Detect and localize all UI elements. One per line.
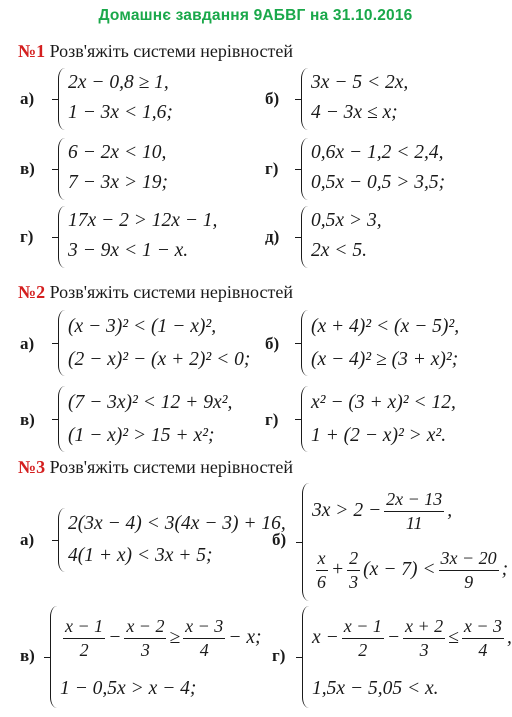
inequality: 3 − 9x < 1 − x. [68, 240, 189, 262]
inequality: 3x > 2 − $\frac{2x - 13}{11}$ , [312, 488, 453, 533]
section-number: №2 [18, 282, 46, 302]
fraction: $\frac{x + 2}{3}$ [405, 615, 444, 660]
task-label: в) [20, 159, 35, 178]
inequality: 2x < 5. [311, 240, 367, 262]
fraction: $\frac{x - 3}{4}$ [463, 615, 502, 660]
inequality: 0,5x − 0,5 > 3,5; [311, 172, 446, 194]
inequality: 4 − 3x ≤ x; [311, 102, 398, 124]
system-brace [58, 138, 65, 200]
system-brace [58, 206, 65, 268]
inequality: 0,5x > 3, [311, 210, 382, 232]
system-brace [58, 386, 65, 452]
section-title: Розв'яжіть системи нерівностей [49, 457, 293, 477]
task-label: д) [265, 227, 280, 246]
task-label: г) [265, 159, 279, 178]
task-label: а) [20, 530, 35, 549]
task-label: г) [20, 227, 34, 246]
inequality: (x − 3)² < (1 − x)², [68, 315, 217, 337]
inequality: (7 − 3x)² < 12 + 9x², [68, 391, 233, 413]
system-brace [58, 68, 65, 130]
task-label: б) [265, 89, 280, 108]
inequality: 17x − 2 > 12x − 1, [68, 210, 218, 232]
section-1-heading [18, 41, 293, 62]
system-brace [302, 483, 309, 601]
inequality: 1 − 0,5x > x − 4; [60, 678, 197, 700]
inequality: (x + 4)² < (x − 5)², [311, 315, 460, 337]
inequality: x − 1 2 − $\frac{x - 2}{3}$ ≥ $\frac{x - 3}{4}$ − x; [65, 615, 262, 660]
fraction: $\frac{2x - 13}{11}$ [386, 488, 443, 533]
section-3-heading [18, 457, 293, 478]
inequality: 2x − 0,8 ≥ 1, [68, 72, 169, 94]
fraction: $\frac{x - 2}{3}$ [126, 615, 165, 660]
system-brace [301, 386, 308, 452]
section-number: №3 [18, 457, 46, 477]
system-brace [58, 310, 65, 376]
fraction: x 6 [317, 547, 326, 592]
task-label: г) [265, 410, 279, 429]
task-label: а) [20, 334, 35, 353]
inequality: 1,5x − 5,05 < x. [312, 678, 439, 700]
inequality: x 6 + $\frac{2}{3}$ (x − 7) < 3x − 20 9 ; [317, 547, 509, 592]
system-brace [301, 206, 308, 268]
system-brace [50, 606, 57, 708]
fraction: $\frac{x - 1}{2}$ [343, 615, 382, 660]
system-brace [301, 68, 308, 130]
fraction: x − 1 2 [65, 615, 104, 660]
task-label: б) [272, 530, 287, 549]
inequality: 1 − 3x < 1,6; [68, 102, 173, 124]
inequality: x² − (3 + x)² < 12, [311, 391, 456, 413]
inequality: 4(1 + x) < 3x + 5; [68, 545, 213, 567]
page-title: Домашнє завдання 9АБВГ на 31.10.2016 [98, 7, 413, 24]
system-brace [302, 606, 309, 708]
inequality: 3x − 5 < 2x, [311, 72, 409, 94]
section-number: №1 [18, 41, 46, 61]
inequality: 0,6x − 1,2 < 2,4, [311, 142, 444, 164]
section-title: Розв'яжіть системи нерівностей [49, 41, 293, 61]
section-title: Розв'яжіть системи нерівностей [49, 282, 293, 302]
system-brace [301, 138, 308, 200]
inequality: 6 − 2x < 10, [68, 142, 167, 164]
fraction: $\frac{2}{3}$ [349, 547, 359, 592]
inequality: 1 + (2 − x)² > x². [311, 424, 447, 446]
task-label: в) [20, 410, 35, 429]
system-brace [58, 508, 65, 572]
system-brace [301, 310, 308, 376]
inequality: (x − 4)² ≥ (3 + x)²; [311, 348, 459, 370]
task-label: а) [20, 89, 35, 108]
task-label: в) [20, 646, 35, 665]
task-label: г) [272, 646, 286, 665]
inequality: 7 − 3x > 19; [68, 172, 168, 194]
inequality: (1 − x)² > 15 + x²; [68, 424, 215, 446]
inequality: 2(3x − 4) < 3(4x − 3) + 16, [68, 513, 286, 535]
task-label: б) [265, 334, 280, 353]
inequality: (2 − x)² − (x + 2)² < 0; [68, 348, 251, 370]
inequality: x − $\frac{x - 1}{2}$ − $\frac{x + 2}{3}$ ≤ $\frac{x - 3}{4}$ , [312, 615, 512, 660]
section-2-heading [18, 282, 293, 303]
fraction: 3x − 20 9 [440, 547, 497, 592]
fraction: $\frac{x - 3}{4}$ [185, 615, 224, 660]
